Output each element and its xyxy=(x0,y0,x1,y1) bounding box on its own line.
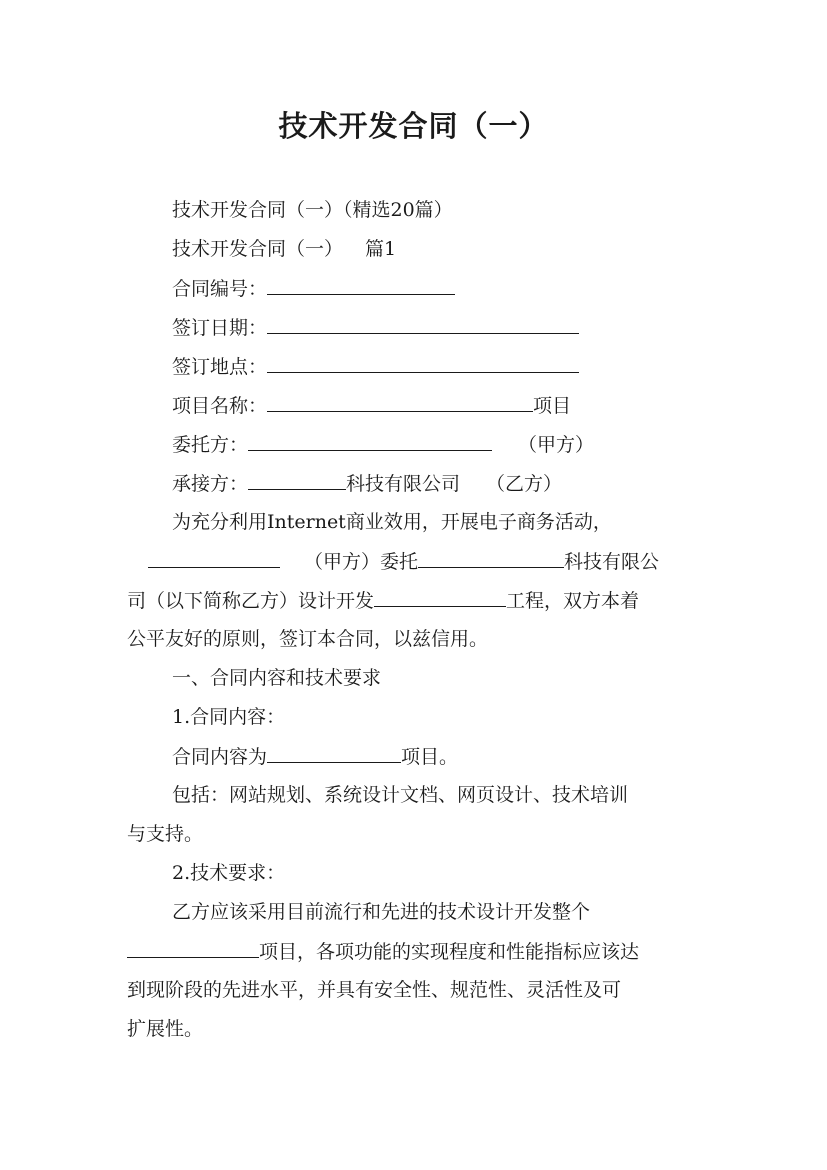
contract-number-line xyxy=(172,276,455,301)
includes-line-2: 与支持。 xyxy=(127,823,204,845)
project-blank xyxy=(127,939,259,958)
client-line xyxy=(172,432,594,457)
sign-date-blank xyxy=(267,315,579,334)
contract-number-label: 合同编号： xyxy=(172,278,268,300)
sign-date-label: 签订日期： xyxy=(172,317,268,339)
section-1-2-heading: 2.技术要求： xyxy=(172,862,286,884)
content-suffix: 项目。 xyxy=(401,746,459,768)
sign-place-label: 签订地点： xyxy=(172,356,268,378)
paragraph-1-line-4: 公平友好的原则，签订本合同，以兹信用。 xyxy=(127,628,489,650)
paragraph-1-line-2-a: （甲方）委托 xyxy=(304,551,419,573)
project-suffix: 项目 xyxy=(533,395,572,417)
project-name-label: 项目名称： xyxy=(172,395,268,417)
requirements-line-3: 到现阶段的先进水平，并具有安全性、规范性、灵活性及可 xyxy=(127,979,622,1001)
contractor-company: 科技有限公司 xyxy=(346,473,461,495)
contractor-line xyxy=(172,471,562,496)
contract-number-blank xyxy=(267,276,455,295)
section-1-1-heading: 1.合同内容： xyxy=(172,706,286,728)
requirements-line-1: 乙方应该采用目前流行和先进的技术设计开发整个 xyxy=(172,901,591,923)
requirements-line-4: 扩展性。 xyxy=(127,1018,204,1040)
paragraph-1-line-3-a: 司（以下简称乙方）设计开发 xyxy=(127,590,375,612)
paragraph-1-line-3 xyxy=(127,588,639,613)
content-line xyxy=(172,744,458,769)
section-1-heading: 一、合同内容和技术要求 xyxy=(172,667,382,689)
content-blank xyxy=(267,744,401,763)
chapter-title: 技术开发合同（一） xyxy=(172,238,344,260)
contractor-name-blank xyxy=(418,549,564,568)
paragraph-1-line-2 xyxy=(148,549,659,574)
requirements-line-2-text: 项目，各项功能的实现程度和性能指标应该达 xyxy=(259,941,640,963)
paragraph-1-line-2-b: 科技有限公 xyxy=(564,551,660,573)
project-name-blank xyxy=(267,393,533,412)
contractor-blank xyxy=(248,471,346,490)
chapter-heading xyxy=(172,237,396,261)
paragraph-1-line-3-b: 工程，双方本着 xyxy=(506,590,640,612)
client-name-blank xyxy=(148,549,280,568)
sign-place-blank xyxy=(267,354,579,373)
contractor-label: 承接方： xyxy=(172,473,249,495)
paragraph-1-line-1: 为充分利用Internet商业效用，开展电子商务活动， xyxy=(172,511,612,533)
includes-line-1: 包括：网站规划、系统设计文档、网页设计、技术培训 xyxy=(172,784,629,806)
sign-place-line xyxy=(172,354,579,379)
contractor-role: （乙方） xyxy=(486,473,563,495)
subtitle: 技术开发合同（一）（精选20篇） xyxy=(172,199,453,221)
content-label: 合同内容为 xyxy=(172,746,268,768)
sign-date-line xyxy=(172,315,579,340)
project-work-blank xyxy=(374,588,506,607)
client-label: 委托方： xyxy=(172,434,249,456)
client-blank xyxy=(248,432,492,451)
requirements-line-2 xyxy=(127,939,639,964)
document-title: 技术开发合同（一） xyxy=(278,109,549,143)
chapter-number: 篇1 xyxy=(365,238,397,260)
project-name-line xyxy=(172,393,571,418)
client-role: （甲方） xyxy=(518,434,595,456)
